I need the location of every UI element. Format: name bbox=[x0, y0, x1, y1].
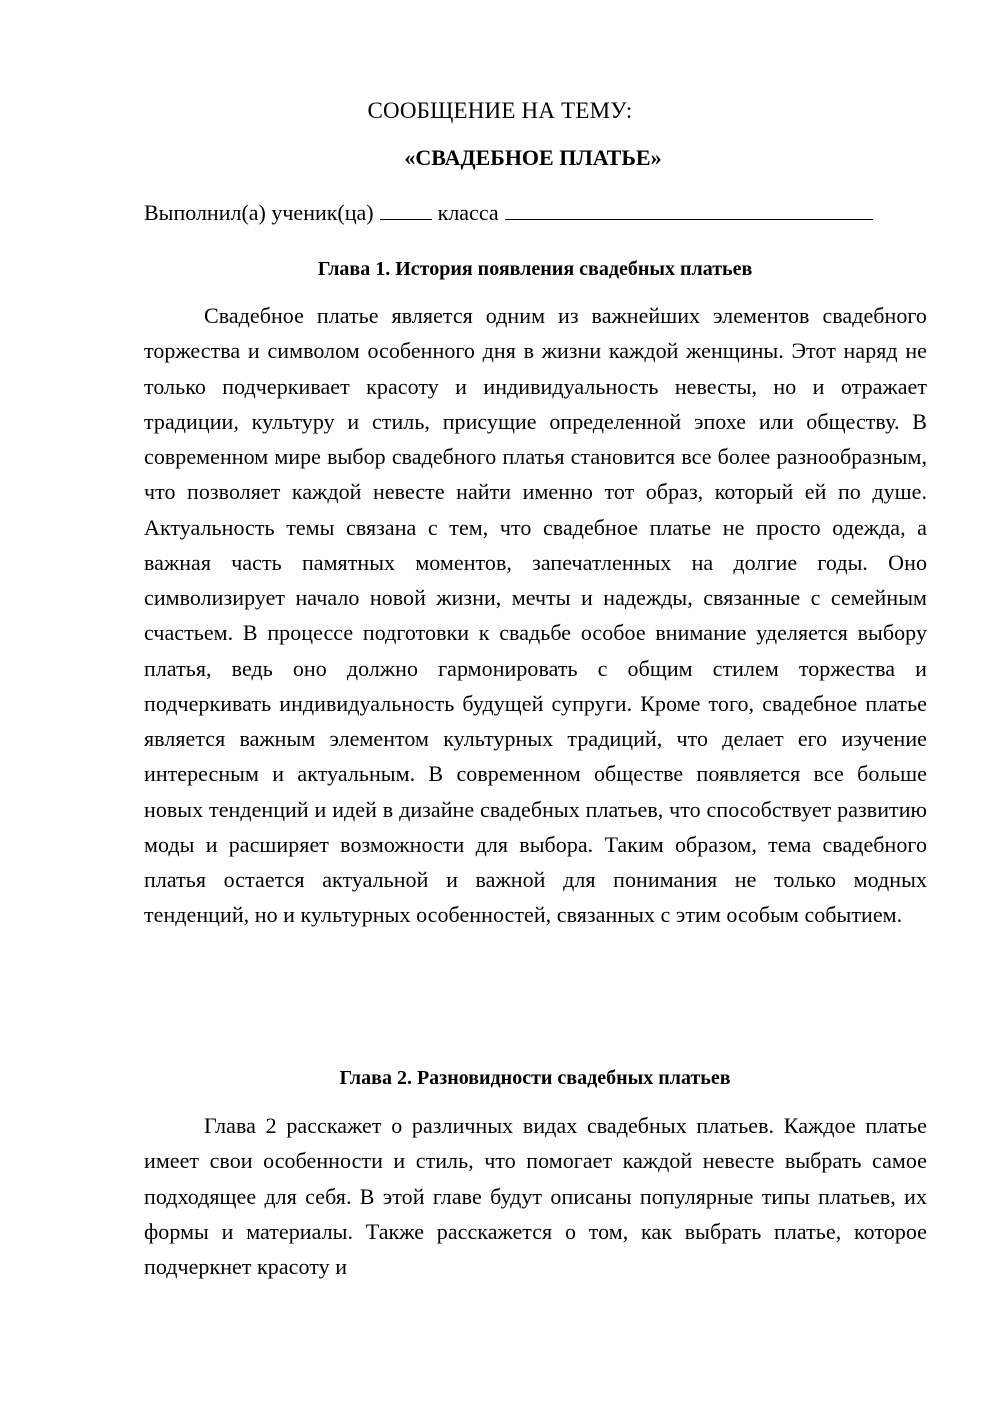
class-blank bbox=[505, 199, 873, 220]
chapter-2-paragraph: Глава 2 расскажет о различных видах свадебных платьев. Каждое платье имеет свои особенности и стиль, что помогает каждой невесте выбрать самое подходящее для себя. В этой главе будут описаны популярные типы платьев, их формы и материалы. Также расскажется о том, как выбрать платье, которое подчеркнет красоту и bbox=[144, 1113, 927, 1279]
chapter-1-paragraph: Свадебное платье является одним из важнейших элементов свадебного торжества и символом особенного дня в жизни каждой женщины. Этот наряд не только подчеркивает красоту и индивидуальность невесты, но и отражает традиции, культуру и стиль, присущие определенной эпохе или обществу. В современном мире выбор свадебного платья становится все более разнообразным, что позволяет каждой невесте найти именно тот образ, который ей по душе. Актуальность темы связана с тем, что свадебное платье не просто одежда, а важная часть памятных моментов, запечатленных на долгие годы. Оно символизирует начало новой жизни, мечты и надежды, связанные с семейным счастьем. В процессе подготовки к свадьбе особое внимание уделяется выбору платья, ведь оно должно гармонировать с общим стилем торжества и подчеркивать индивидуальность будущей супруги. Кроме того, свадебное платье является важным элементом культурных традиций, что делает его изучение интересным и актуальным. В современном обществе появляется все больше новых тенденций и идей в дизайне свадебных платьев, что способствует развитию моды и расширяет возможности для выбора. Таким образом, тема свадебного платья остается актуальной и важной для понимания не только модных тенденций, но и культурных особенностей, связанных с этим особым событием. bbox=[144, 303, 927, 928]
chapter-1-heading: Глава 1. История появления свадебных платьев bbox=[317, 258, 753, 280]
document-title: «СВАДЕБНОЕ ПЛАТЬЕ» bbox=[404, 145, 662, 170]
student-name-blank bbox=[380, 199, 432, 220]
author-label: Выполнил(а) ученик(ца) bbox=[144, 200, 374, 225]
author-line bbox=[144, 199, 934, 226]
class-label: класса bbox=[437, 200, 499, 225]
chapter-2-heading: Глава 2. Разновидности свадебных платьев bbox=[339, 1067, 731, 1089]
document-title-label: СООБЩЕНИЕ НА ТЕМУ: bbox=[367, 98, 633, 123]
